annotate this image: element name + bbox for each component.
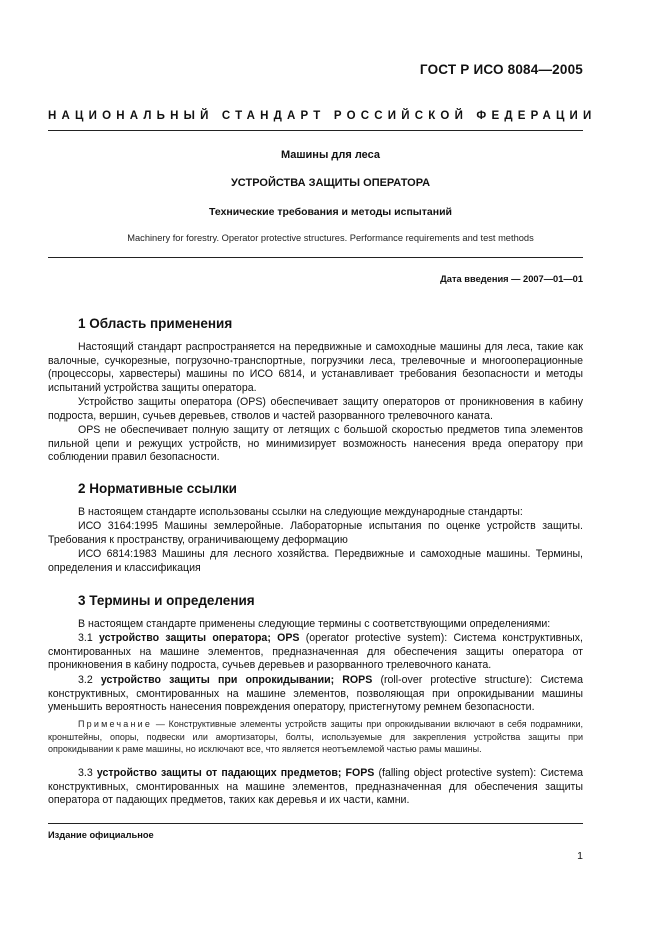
title-english: Machinery for forestry. Operator protective structures. Performance requirements and test methods — [127, 233, 534, 243]
definition-3-1 — [48, 632, 583, 673]
definition-3-1-term: устройство защиты оператора; OPS — [99, 632, 300, 644]
title-line-3: Технические требования и методы испытаний — [209, 206, 452, 218]
definition-3-3-number: 3.3 — [78, 767, 93, 779]
definition-3-3-term: устройство защиты от падающих предметов; FOPS — [96, 767, 375, 779]
section-2-paragraph-1 — [48, 506, 583, 520]
divider-title — [48, 257, 583, 258]
title-line-2: УСТРОЙСТВА ЗАЩИТЫ ОПЕРАТОРА — [230, 177, 431, 189]
note-3-2 — [48, 718, 583, 756]
section-1-paragraph-3 — [48, 424, 583, 465]
section-1-heading: 1 Область применения — [78, 316, 233, 331]
definition-3-3 — [48, 767, 583, 808]
section-3-paragraph-1 — [48, 618, 583, 632]
definition-3-2-term: устройство защиты при опрокидывании; ROPS — [100, 674, 373, 686]
section-2-heading: 2 Нормативные ссылки — [78, 481, 237, 496]
section-2-paragraph-2-text: ИСО 3164:1995 Машины землеройные. Лабораторные испытания по оценке устройств защиты. Требования к пространству, ограничивающему деформацию — [48, 520, 583, 546]
definition-3-2-number: 3.2 — [78, 674, 93, 686]
note-text: — Конструктивные элементы устройств защиты при опрокидывании включают в себя подрамники, кронштейны, опоры, подвески или амортизаторы, болты, используемые для закрепления устройства защиты при опрокидывании к раме машины, но исключают все, что является неотъемлемой частью рамы машины. — [48, 719, 583, 754]
official-edition-label: Издание официальное — [48, 830, 154, 840]
definition-3-2 — [48, 674, 583, 715]
section-1-paragraph-1-text: Настоящий стандарт распространяется на передвижные и самоходные машины для леса, такие как валочные, сучкорезные, погрузочно-транспортные, погрузчики леса, трелевочные и многооперационные (процессоры, харвестеры) машины по ИСО 6814, и устанавливает требования безопасности и методы испытаний устройства защиты оператора. — [48, 341, 583, 394]
section-1-paragraph-2-text: Устройство защиты оператора (OPS) обеспечивает защиту операторов от проникновения в кабину подроста, вершин, сучьев деревьев, стволов и частей разорванного трелевочного каната. — [48, 396, 583, 422]
title-line-1: Машины для леса — [280, 149, 381, 161]
introduction-date: Дата введения — 2007—01—01 — [440, 274, 583, 284]
section-1-paragraph-1 — [48, 341, 583, 395]
section-2-paragraph-2 — [48, 520, 583, 547]
divider-footer — [48, 823, 583, 824]
section-2-paragraph-1-text: В настоящем стандарте использованы ссылки на следующие международные стандарты: — [78, 506, 523, 518]
definition-3-3-text: (falling object protective system): Система конструктивных, смонтированных на машине элементов, предназначенная для обеспечения защиты оператора от падающих предметов, таких как деревья и их части, камни. — [48, 767, 583, 807]
definition-3-1-number: 3.1 — [78, 632, 93, 644]
section-2-paragraph-3 — [48, 548, 583, 575]
section-1-paragraph-3-text: OPS не обеспечивает полную защиту от летящих с большой скоростью предметов типа элементов пильной цепи и режущих устройств, но минимизирует возможность нанесения вреда оператору при соблюдении правил безопасности. — [48, 424, 583, 464]
section-3-paragraph-1-text: В настоящем стандарте применены следующие термины с соответствующими определениями: — [78, 618, 551, 630]
note-label: Примечание — [78, 719, 153, 729]
document-code: ГОСТ Р ИСО 8084—2005 — [419, 62, 583, 77]
section-2-paragraph-3-text: ИСО 6814:1983 Машины для лесного хозяйства. Передвижные и самоходные машины. Термины, определения и классификация — [48, 548, 583, 574]
divider-top — [48, 130, 583, 131]
page-number: 1 — [577, 850, 583, 862]
definition-3-1-text: (operator protective system): Система конструктивных, смонтированных на машине элементов, предназначенная для обеспечения защиты оператора от проникновения в кабину подроста, сучьев деревьев и разорванного трелевочного каната. — [48, 632, 583, 672]
definition-3-2-text: (roll-over protective structure): Система конструктивных, смонтированных на машине элементов, позволяющая при опрокидывании машины уменьшить вероятность нанесения повреждения оператору, пристегнутому ремнем безопасности. — [48, 674, 583, 714]
section-3-heading: 3 Термины и определения — [78, 593, 255, 608]
national-standard-banner: НАЦИОНАЛЬНЫЙ СТАНДАРТ РОССИЙСКОЙ ФЕДЕРАЦИИ — [48, 110, 597, 122]
section-1-paragraph-2 — [48, 396, 583, 423]
